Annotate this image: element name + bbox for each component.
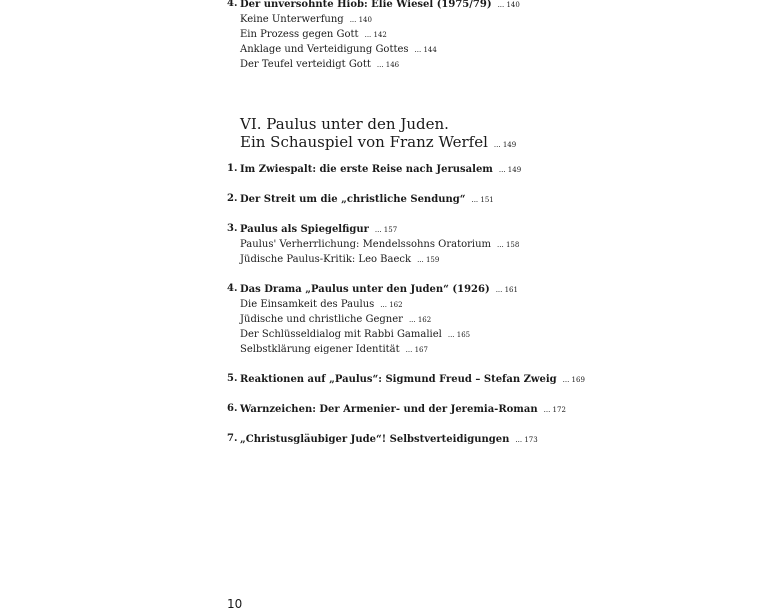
toc-subtitle: Jüdische und christliche Gegner [240,314,403,325]
toc-entry [240,223,397,237]
toc-entry [240,403,566,417]
toc-subentry [240,43,437,57]
toc-page: ... 172 [543,406,566,414]
toc-subentry [240,13,372,27]
page-number: 10 [227,597,243,611]
toc-entry [240,0,520,12]
toc-subtitle: Die Einsamkeit des Paulus [240,299,375,310]
toc-page: ... 142 [364,31,387,39]
toc-title: Der unversöhnte Hiob: Elie Wiesel (1975/79) [240,0,492,10]
toc-page: ... 146 [376,61,400,69]
toc-subentry [240,343,428,357]
toc-number: 2. [227,193,238,204]
toc-entry [240,193,494,207]
toc-page: ... 158 [497,241,520,249]
toc-number: 5. [227,373,238,384]
toc-title: Paulus als Spiegelfigur [240,224,369,235]
toc-title: Reaktionen auf „Paulus“: Sigmund Freud – Stefan Zweig [240,374,557,385]
toc-number: 7. [227,433,238,444]
toc-subentry [240,328,470,342]
toc-subentry [240,298,403,312]
toc-subtitle: Der Teufel verteidigt Gott [240,59,371,70]
toc-subentry [240,28,387,42]
toc-page: ... 144 [414,46,437,54]
toc-subtitle: Jüdische Paulus-Kritik: Leo Baeck [240,254,412,265]
toc-subentry [240,253,439,267]
toc-page: ... 162 [380,301,403,309]
toc-page: ... 173 [515,436,538,444]
toc-entry [240,163,521,177]
toc-subtitle: Selbstklärung eigener Identität [240,344,400,355]
toc-number: 6. [227,403,238,414]
toc-page: ... 165 [447,331,471,339]
toc-subtitle: Paulus' Verherrlichung: Mendelssohns Oratorium [240,239,492,250]
toc-title: Warnzeichen: Der Armenier- und der Jeremia-Roman [240,404,538,415]
chapter-heading [240,115,516,154]
toc-title: „Christusgläubiger Jude“! Selbstverteidigungen [240,434,510,445]
chapter-title-line2: Ein Schauspiel von Franz Werfel [240,133,488,151]
toc-title: Im Zwiespalt: die erste Reise nach Jerusalem [240,164,493,175]
toc-page: ... 167 [405,346,428,354]
toc-subtitle: Der Schlüsseldialog mit Rabbi Gamaliel [240,329,442,340]
toc-page: ... 162 [408,316,432,324]
toc-subentry [240,313,431,327]
toc-page: ... 161 [495,286,518,294]
toc-page: ... 140 [349,16,372,24]
toc-page: ... 159 [417,256,440,264]
toc-page: ... 157 [374,226,398,234]
toc-number: 4. [227,0,238,9]
toc-page: ... 149 [498,166,522,174]
toc-subtitle: Anklage und Verteidigung Gottes [240,44,409,55]
toc-title: Der Streit um die „christliche Sendung“ [240,194,466,205]
toc-entry [240,373,585,387]
toc-entry [240,433,538,447]
toc-subtitle: Ein Prozess gegen Gott [240,29,359,40]
toc-page: ... 151 [471,196,494,204]
toc-number: 4. [227,283,238,294]
toc-subentry [240,238,519,252]
toc-page: ... 140 [497,1,520,9]
toc-subentry [240,58,399,72]
toc-subtitle: Keine Unterwerfung [240,14,344,25]
chapter-page: ... 149 [493,141,517,149]
toc-number: 3. [227,223,238,234]
toc-entry [240,283,518,297]
toc-page: ... 169 [562,376,585,384]
chapter-title-line1: VI. Paulus unter den Juden. [240,115,449,133]
toc-title: Das Drama „Paulus unter den Juden“ (1926) [240,284,490,295]
toc-number: 1. [227,163,238,174]
